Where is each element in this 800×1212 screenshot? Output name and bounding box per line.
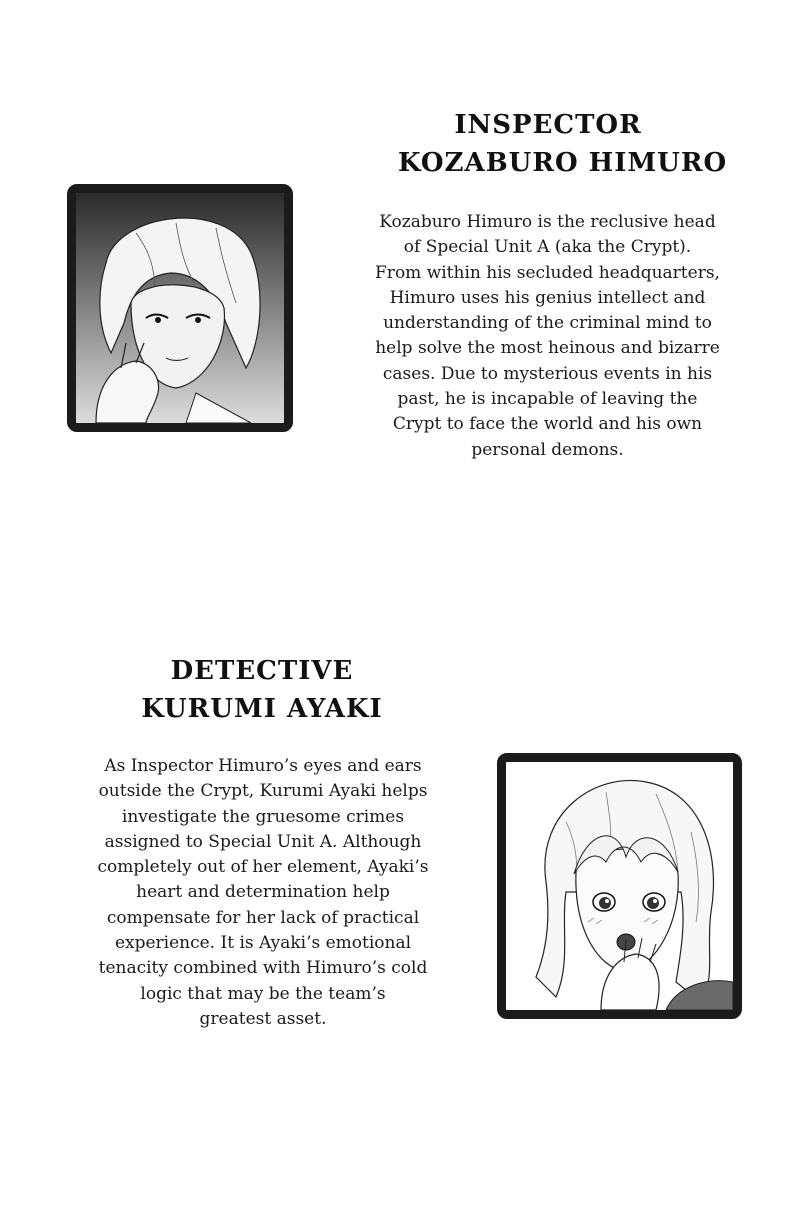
bio-line: completely out of her element, Ayaki’s bbox=[97, 857, 429, 878]
himuro-portrait bbox=[67, 184, 293, 432]
himuro-heading bbox=[398, 106, 728, 182]
himuro-title-name: KOZABURO HIMURO bbox=[398, 148, 728, 178]
ayaki-title-name: KURUMI AYAKI bbox=[141, 694, 383, 724]
bio-line: Himuro uses his genius intellect and bbox=[389, 287, 706, 308]
bio-line: greatest asset. bbox=[199, 1008, 327, 1029]
himuro-illustration bbox=[76, 193, 284, 423]
ayaki-heading bbox=[112, 652, 412, 728]
bio-line: assigned to Special Unit A. Although bbox=[104, 831, 422, 852]
ayaki-title-rank: DETECTIVE bbox=[170, 656, 354, 686]
bio-line: As Inspector Himuro’s eyes and ears bbox=[104, 756, 422, 776]
bio-line: understanding of the criminal mind to bbox=[383, 313, 712, 334]
ayaki-portrait bbox=[497, 753, 742, 1019]
ayaki-illustration bbox=[506, 762, 733, 1010]
bio-line: of Special Unit A (aka the Crypt). bbox=[403, 237, 692, 258]
himuro-bio bbox=[340, 210, 755, 463]
bio-line: Crypt to face the world and his own bbox=[392, 414, 703, 435]
bio-line: experience. It is Ayaki’s emotional bbox=[114, 933, 412, 954]
bio-line: tenacity combined with Himuro’s cold bbox=[98, 958, 428, 979]
bio-line: investigate the gruesome crimes bbox=[121, 806, 405, 827]
ayaki-bio bbox=[58, 754, 468, 1032]
bio-line: heart and determination help bbox=[136, 882, 390, 903]
himuro-title-rank: INSPECTOR bbox=[454, 110, 642, 140]
bio-line: logic that may be the team’s bbox=[140, 983, 386, 1004]
bio-line: From within his secluded headquarters, bbox=[375, 262, 720, 283]
bio-line: help solve the most heinous and bizarre bbox=[375, 338, 720, 359]
bio-line: outside the Crypt, Kurumi Ayaki helps bbox=[98, 781, 428, 802]
bio-line: cases. Due to mysterious events in his bbox=[382, 363, 713, 384]
bio-line: past, he is incapable of leaving the bbox=[397, 389, 698, 410]
bio-line: compensate for her lack of practical bbox=[106, 907, 420, 928]
bio-line: personal demons. bbox=[471, 439, 624, 460]
bio-line: Kozaburo Himuro is the reclusive head bbox=[379, 212, 716, 232]
